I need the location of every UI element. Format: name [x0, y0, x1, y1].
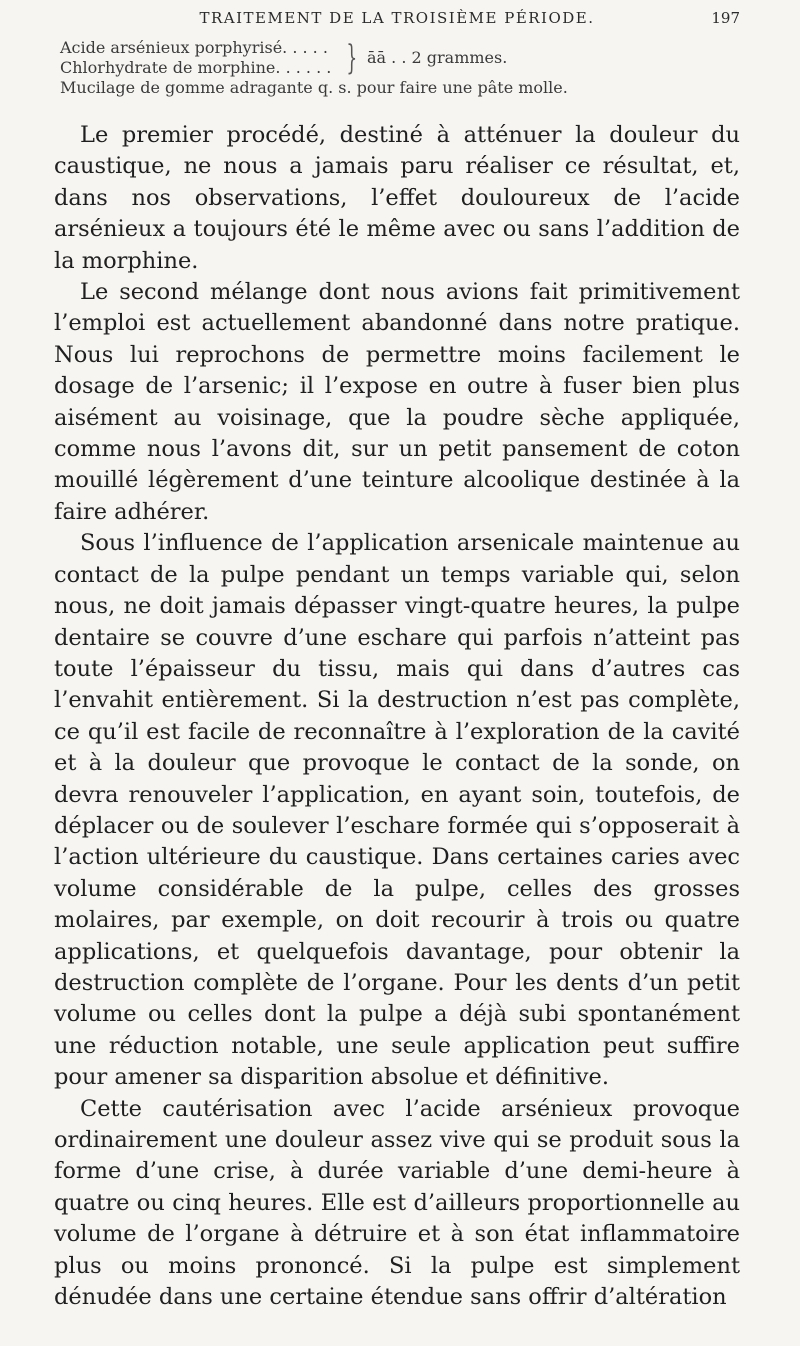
brace-icon: } [346, 38, 358, 78]
formula-ingredients-group [60, 38, 740, 78]
formula-ingredient: Chlorhydrate de morphine. . . . . . [60, 58, 332, 77]
formula-ingredient-list [60, 38, 331, 78]
page-number: 197 [711, 9, 740, 27]
prescription-formula [60, 38, 740, 98]
formula-dose: āā . . 2 grammes. [366, 48, 508, 67]
paragraph: Le premier procédé, destiné à atténuer la douleur du caustique, ne nous a jamais paru réaliser ce résultat, et, dans nos observations, l’effet douloureux de l’acide arsénieux a toujours été le même avec ou sans l’addition de la morphine. [54, 122, 740, 274]
paragraph: Le second mélange dont nous avions fait primitivement l’emploi est actuellement abandonné dans notre pratique. Nous lui reprochons de permettre moins facilement le dosage de l’arsenic; il l’expose en outre à fuser bien plus aisément au voisinage, que la poudre sèche appliquée, comme nous l’avons dit, sur un petit pansement de coton mouillé légèrement d’une teinture alcoolique destinée à la faire adhérer. [54, 279, 740, 525]
body-text [54, 120, 740, 1313]
paragraph: Cette cautérisation avec l’acide arsénieux provoque ordinairement une douleur assez vive qui se produit sous la forme d’une crise, à durée variable d’une demi-heure à quatre ou cinq heures. Elle est d’ailleurs proportionnelle au volume de l’organe à détruire et à son état inflammatoire plus ou moins prononcé. Si la pulpe est simplement dénudée dans une certaine étendue sans offrir d’altération [54, 1095, 740, 1311]
running-header [54, 4, 740, 38]
running-title: TRAITEMENT DE LA TROISIÈME PÉRIODE. [199, 9, 595, 27]
formula-ingredient: Acide arsénieux porphyrisé. . . . . [60, 38, 328, 57]
formula-vehicle: Mucilage de gomme adragante q. s. pour faire une pâte molle. [60, 78, 568, 97]
paragraph: Sous l’influence de l’application arsenicale maintenue au contact de la pulpe pendant un temps variable qui, selon nous, ne doit jamais dépasser vingt-quatre heures, la pulpe dentaire se couvre d’une eschare qui parfois n’atteint pas toute l’épaisseur du tissu, mais qui dans d’autres cas l’envahit entièrement. Si la destruction n’est pas complète, ce qu’il est facile de reconnaître à l’exploration de la cavité et à la douleur que provoque le contact de la sonde, on devra renouveler l’application, en ayant soin, toutefois, de déplacer ou de soulever l’eschare formée qui s’opposerait à l’action ultérieure du caustique. Dans certaines caries avec volume considérable de la pulpe, celles des grosses molaires, par exemple, on doit recourir à trois ou quatre applications, et quelquefois davantage, pour obtenir la destruction complète de l’organe. Pour les dents d’un petit volume ou celles dont la pulpe a déjà subi spontanément une réduction notable, une seule application peut suffire pour amener sa disparition absolue et définitive. [54, 530, 740, 1091]
